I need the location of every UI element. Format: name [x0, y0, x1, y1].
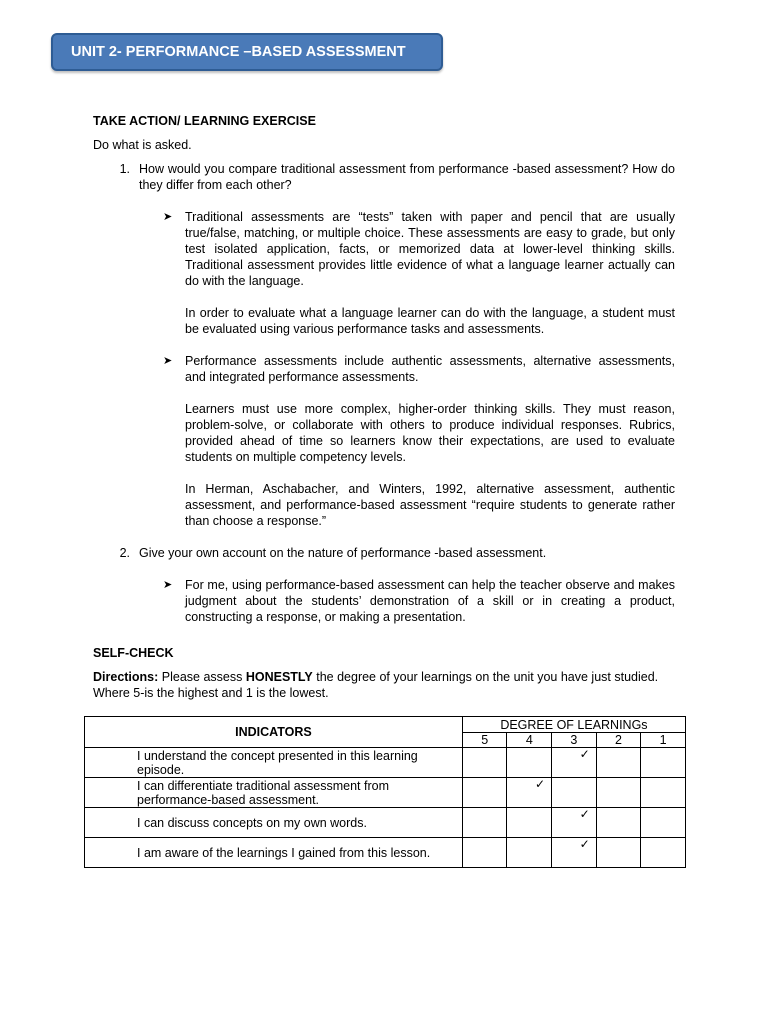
degree-header: DEGREE OF LEARNINGs	[462, 717, 685, 733]
answer-paragraph: For me, using performance-based assessment can help the teacher observe and makes judgment about the students’ demonstration of a skill or in creating a product, constructing a response, or making a presentation.	[185, 578, 675, 624]
indicator-rows	[85, 748, 686, 868]
rating-cell-4[interactable]	[507, 808, 552, 838]
answer-bullet-item	[163, 577, 675, 625]
indicator-text: I can discuss concepts on my own words.	[85, 808, 463, 838]
exercise-title: TAKE ACTION/ LEARNING EXERCISE	[93, 114, 316, 128]
rating-cell-1[interactable]	[641, 748, 686, 778]
self-check-table	[84, 716, 686, 868]
check-mark-icon: ✓	[579, 837, 590, 851]
answer-paragraph: Performance assessments include authentic assessments, alternative assessments, and integrated performance assessments.	[185, 354, 675, 384]
rating-cell-4[interactable]	[507, 778, 552, 808]
question-number: 1.	[119, 162, 130, 176]
question-number: 2.	[119, 546, 130, 560]
rating-cell-3[interactable]	[552, 778, 597, 808]
rating-cell-4[interactable]	[507, 748, 552, 778]
level-header-2: 2	[596, 733, 641, 748]
table-row	[85, 808, 686, 838]
rating-cell-2[interactable]	[596, 808, 641, 838]
answer-text	[185, 353, 675, 529]
self-check-title: SELF-CHECK	[93, 646, 174, 660]
question-text: Give your own account on the nature of performance -based assessment.	[139, 546, 547, 560]
table-row	[85, 778, 686, 808]
check-mark-icon: ✓	[579, 747, 590, 761]
unit-title: UNIT 2- PERFORMANCE –BASED ASSESSMENT	[71, 44, 406, 60]
rating-cell-3[interactable]	[552, 808, 597, 838]
indicator-text: I understand the concept presented in this learning episode.	[85, 748, 463, 778]
rating-cell-2[interactable]	[596, 778, 641, 808]
rating-cell-5[interactable]	[462, 778, 507, 808]
rating-cell-3[interactable]	[552, 838, 597, 868]
rating-cell-1[interactable]	[641, 808, 686, 838]
level-header-1: 1	[641, 733, 686, 748]
check-mark-icon: ✓	[579, 807, 590, 821]
question-2	[93, 545, 675, 561]
level-header-5: 5	[462, 733, 507, 748]
directions-emphasis: HONESTLY	[245, 670, 313, 684]
answer-bullet-item	[163, 353, 675, 529]
exercise-intro: Do what is asked.	[93, 138, 192, 152]
rating-cell-1[interactable]	[641, 838, 686, 868]
directions-label: Directions:	[93, 670, 159, 684]
arrow-bullet-icon: ➤	[163, 579, 173, 591]
rating-cell-3[interactable]	[552, 748, 597, 778]
indicator-text: I am aware of the learnings I gained from this lesson.	[85, 838, 463, 868]
table-row	[85, 748, 686, 778]
answer-paragraph: In Herman, Aschabacher, and Winters, 1992, alternative assessment, authentic assessment, and performance-based assessment “require students to generate rather than choose a response.”	[185, 482, 675, 528]
table-row	[85, 838, 686, 868]
indicators-header: INDICATORS	[85, 717, 463, 748]
check-mark-icon: ✓	[535, 777, 546, 791]
answer-paragraph: In order to evaluate what a language learner can do with the language, a student must be evaluated using various performance tasks and assessments.	[185, 306, 675, 336]
answer-text	[185, 577, 675, 625]
level-header-4: 4	[507, 733, 552, 748]
rating-cell-2[interactable]	[596, 838, 641, 868]
rating-cell-5[interactable]	[462, 748, 507, 778]
indicator-text: I can differentiate traditional assessment from performance-based assessment.	[85, 778, 463, 808]
rating-cell-5[interactable]	[462, 808, 507, 838]
question-text: How would you compare traditional assessment from performance -based assessment? How do they differ from each other?	[139, 162, 675, 192]
answer-bullet-item	[163, 209, 675, 337]
arrow-bullet-icon: ➤	[163, 355, 173, 367]
self-check-directions	[93, 669, 675, 701]
rating-cell-1[interactable]	[641, 778, 686, 808]
directions-text-post: the degree of your learnings on the unit you have just studied. Where 5-is the highest and 1 is the lowest.	[93, 670, 659, 700]
rating-cell-5[interactable]	[462, 838, 507, 868]
rating-cell-4[interactable]	[507, 838, 552, 868]
answer-paragraph: Learners must use more complex, higher-order thinking skills. They must reason, problem-solve, or collaborate with others to produce individual responses. Rubrics, provided ahead of time so learners know their expectations, are used to evaluate students on multiple competency levels.	[185, 402, 675, 464]
answer-paragraph: Traditional assessments are “tests” taken with paper and pencil that are usually true/false, matching, or multiple choice. These assessments are easy to grade, but only test isolated application, facts, or memorized data at lower-level thinking skills. Traditional assessment provides little evidence of what a language learner actually can do with the language.	[185, 210, 675, 288]
question-list	[93, 161, 675, 625]
question-1	[93, 161, 675, 193]
rating-cell-2[interactable]	[596, 748, 641, 778]
answer-text	[185, 209, 675, 337]
level-header-3: 3	[552, 733, 597, 748]
directions-text-pre: Please assess	[158, 670, 246, 684]
unit-title-banner	[51, 33, 443, 71]
document-body	[93, 113, 675, 701]
arrow-bullet-icon: ➤	[163, 211, 173, 223]
